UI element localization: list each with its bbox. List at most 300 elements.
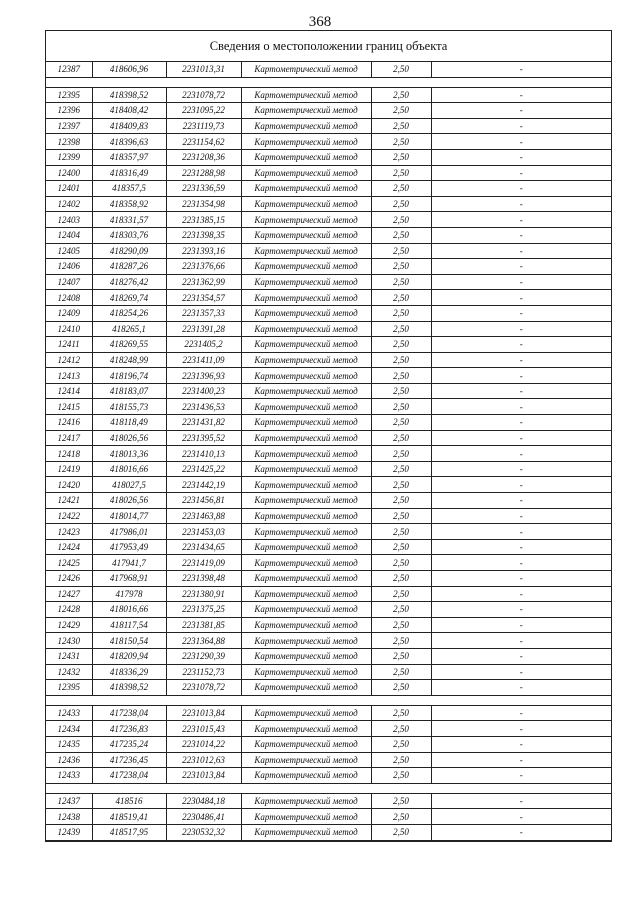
point-number-cell: 12432 [46,664,92,680]
point-number-cell: 12399 [46,149,92,165]
x-coordinate-cell: 418336,29 [92,664,166,680]
method-cell: Картометрический метод [241,461,371,477]
description-cell: - [431,824,611,840]
accuracy-cell: 2,50 [371,352,431,368]
accuracy-cell: 2,50 [371,196,431,212]
x-coordinate-cell: 418396,63 [92,134,166,150]
method-cell: Картометрический метод [241,617,371,633]
description-cell: - [431,539,611,555]
accuracy-cell: 2,50 [371,415,431,431]
method-cell: Картометрический метод [241,824,371,840]
y-coordinate-cell: 2231410,13 [166,446,241,462]
coordinates-table [46,62,611,841]
x-coordinate-cell: 418254,26 [92,305,166,321]
description-cell: - [431,118,611,134]
accuracy-cell: 2,50 [371,227,431,243]
table-row [46,461,611,477]
x-coordinate-cell: 418516 [92,793,166,809]
description-cell: - [431,633,611,649]
description-cell: - [431,493,611,509]
accuracy-cell: 2,50 [371,617,431,633]
method-cell: Картометрический метод [241,446,371,462]
block-separator-cell [46,783,611,793]
method-cell: Картометрический метод [241,430,371,446]
table-row [46,633,611,649]
x-coordinate-cell: 418276,42 [92,274,166,290]
x-coordinate-cell: 418026,56 [92,493,166,509]
accuracy-cell: 2,50 [371,736,431,752]
x-coordinate-cell: 418269,55 [92,337,166,353]
method-cell: Картометрический метод [241,305,371,321]
method-cell: Картометрический метод [241,87,371,103]
method-cell: Картометрический метод [241,721,371,737]
table-row [46,212,611,228]
point-number-cell: 12396 [46,103,92,119]
accuracy-cell: 2,50 [371,680,431,696]
accuracy-cell: 2,50 [371,383,431,399]
table-row [46,103,611,119]
table-row [46,571,611,587]
point-number-cell: 12403 [46,212,92,228]
y-coordinate-cell: 2231154,62 [166,134,241,150]
description-cell: - [431,602,611,618]
accuracy-cell: 2,50 [371,62,431,77]
x-coordinate-cell: 418331,57 [92,212,166,228]
y-coordinate-cell: 2230486,41 [166,809,241,825]
table-row [46,617,611,633]
method-cell: Картометрический метод [241,415,371,431]
accuracy-cell: 2,50 [371,768,431,784]
y-coordinate-cell: 2231381,85 [166,617,241,633]
table-row [46,508,611,524]
accuracy-cell: 2,50 [371,555,431,571]
description-cell: - [431,290,611,306]
x-coordinate-cell: 418209,94 [92,648,166,664]
accuracy-cell: 2,50 [371,274,431,290]
block-separator-cell [46,77,611,87]
y-coordinate-cell: 2231393,16 [166,243,241,259]
accuracy-cell: 2,50 [371,134,431,150]
accuracy-cell: 2,50 [371,430,431,446]
description-cell: - [431,103,611,119]
description-cell: - [431,793,611,809]
accuracy-cell: 2,50 [371,165,431,181]
x-coordinate-cell: 418303,76 [92,227,166,243]
coordinates-table-body [46,62,611,840]
point-number-cell: 12422 [46,508,92,524]
point-number-cell: 12438 [46,809,92,825]
method-cell: Картометрический метод [241,368,371,384]
x-coordinate-cell: 418150,54 [92,633,166,649]
y-coordinate-cell: 2231463,88 [166,508,241,524]
x-coordinate-cell: 418606,96 [92,62,166,77]
x-coordinate-cell: 418357,97 [92,149,166,165]
block-separator-cell [46,695,611,705]
point-number-cell: 12387 [46,62,92,77]
y-coordinate-cell: 2231431,82 [166,415,241,431]
accuracy-cell: 2,50 [371,539,431,555]
accuracy-cell: 2,50 [371,446,431,462]
y-coordinate-cell: 2231013,84 [166,705,241,721]
x-coordinate-cell: 418016,66 [92,602,166,618]
y-coordinate-cell: 2231419,09 [166,555,241,571]
method-cell: Картометрический метод [241,118,371,134]
accuracy-cell: 2,50 [371,602,431,618]
description-cell: - [431,736,611,752]
x-coordinate-cell: 418265,1 [92,321,166,337]
accuracy-cell: 2,50 [371,103,431,119]
table-row [46,321,611,337]
y-coordinate-cell: 2231078,72 [166,87,241,103]
point-number-cell: 12436 [46,752,92,768]
point-number-cell: 12407 [46,274,92,290]
accuracy-cell: 2,50 [371,259,431,275]
x-coordinate-cell: 418183,07 [92,383,166,399]
x-coordinate-cell: 418316,49 [92,165,166,181]
y-coordinate-cell: 2231288,98 [166,165,241,181]
description-cell: - [431,415,611,431]
point-number-cell: 12421 [46,493,92,509]
method-cell: Картометрический метод [241,648,371,664]
table-row [46,165,611,181]
description-cell: - [431,212,611,228]
point-number-cell: 12414 [46,383,92,399]
description-cell: - [431,259,611,275]
table-row [46,399,611,415]
y-coordinate-cell: 2231405,2 [166,337,241,353]
description-cell: - [431,134,611,150]
description-cell: - [431,586,611,602]
y-coordinate-cell: 2231208,36 [166,149,241,165]
x-coordinate-cell: 418014,77 [92,508,166,524]
description-cell: - [431,555,611,571]
y-coordinate-cell: 2231078,72 [166,680,241,696]
description-cell: - [431,368,611,384]
description-cell: - [431,165,611,181]
method-cell: Картометрический метод [241,259,371,275]
method-cell: Картометрический метод [241,571,371,587]
table-row [46,87,611,103]
method-cell: Картометрический метод [241,62,371,77]
point-number-cell: 12418 [46,446,92,462]
table-row [46,555,611,571]
accuracy-cell: 2,50 [371,664,431,680]
table-row [46,118,611,134]
block-separator-row [46,783,611,793]
accuracy-cell: 2,50 [371,824,431,840]
method-cell: Картометрический метод [241,477,371,493]
block-separator-row [46,695,611,705]
x-coordinate-cell: 417953,49 [92,539,166,555]
description-cell: - [431,508,611,524]
description-cell: - [431,617,611,633]
point-number-cell: 12410 [46,321,92,337]
boundary-table-sheet [45,30,612,842]
method-cell: Картометрический метод [241,493,371,509]
accuracy-cell: 2,50 [371,571,431,587]
method-cell: Картометрический метод [241,680,371,696]
point-number-cell: 12433 [46,768,92,784]
x-coordinate-cell: 418398,52 [92,87,166,103]
table-row [46,721,611,737]
y-coordinate-cell: 2231013,84 [166,768,241,784]
x-coordinate-cell: 418287,26 [92,259,166,275]
description-cell: - [431,571,611,587]
method-cell: Картометрический метод [241,274,371,290]
point-number-cell: 12409 [46,305,92,321]
description-cell: - [431,664,611,680]
point-number-cell: 12435 [46,736,92,752]
accuracy-cell: 2,50 [371,337,431,353]
block-separator-row [46,77,611,87]
description-cell: - [431,705,611,721]
point-number-cell: 12437 [46,793,92,809]
y-coordinate-cell: 2231396,93 [166,368,241,384]
point-number-cell: 12427 [46,586,92,602]
table-row [46,430,611,446]
method-cell: Картометрический метод [241,181,371,197]
table-row [46,752,611,768]
x-coordinate-cell: 418155,73 [92,399,166,415]
x-coordinate-cell: 417978 [92,586,166,602]
description-cell: - [431,768,611,784]
method-cell: Картометрический метод [241,664,371,680]
table-row [46,290,611,306]
table-row [46,368,611,384]
table-row [46,586,611,602]
y-coordinate-cell: 2231013,31 [166,62,241,77]
table-row [46,134,611,150]
table-row [46,383,611,399]
description-cell: - [431,648,611,664]
method-cell: Картометрический метод [241,337,371,353]
point-number-cell: 12424 [46,539,92,555]
y-coordinate-cell: 2231453,03 [166,524,241,540]
description-cell: - [431,477,611,493]
point-number-cell: 12433 [46,705,92,721]
method-cell: Картометрический метод [241,149,371,165]
point-number-cell: 12400 [46,165,92,181]
description-cell: - [431,809,611,825]
point-number-cell: 12398 [46,134,92,150]
accuracy-cell: 2,50 [371,793,431,809]
accuracy-cell: 2,50 [371,633,431,649]
x-coordinate-cell: 418519,41 [92,809,166,825]
point-number-cell: 12405 [46,243,92,259]
point-number-cell: 12417 [46,430,92,446]
point-number-cell: 12425 [46,555,92,571]
point-number-cell: 12395 [46,680,92,696]
method-cell: Картометрический метод [241,352,371,368]
description-cell: - [431,352,611,368]
description-cell: - [431,399,611,415]
table-row [46,493,611,509]
description-cell: - [431,149,611,165]
description-cell: - [431,337,611,353]
point-number-cell: 12420 [46,477,92,493]
accuracy-cell: 2,50 [371,705,431,721]
table-row [46,539,611,555]
method-cell: Картометрический метод [241,383,371,399]
table-row [46,680,611,696]
table-row [46,477,611,493]
table-row [46,524,611,540]
y-coordinate-cell: 2231362,99 [166,274,241,290]
y-coordinate-cell: 2231436,53 [166,399,241,415]
x-coordinate-cell: 418290,09 [92,243,166,259]
accuracy-cell: 2,50 [371,809,431,825]
accuracy-cell: 2,50 [371,87,431,103]
description-cell: - [431,446,611,462]
y-coordinate-cell: 2231375,25 [166,602,241,618]
table-row [46,446,611,462]
description-cell: - [431,430,611,446]
x-coordinate-cell: 418269,74 [92,290,166,306]
method-cell: Картометрический метод [241,196,371,212]
table-row [46,259,611,275]
x-coordinate-cell: 418118,49 [92,415,166,431]
point-number-cell: 12428 [46,602,92,618]
method-cell: Картометрический метод [241,602,371,618]
point-number-cell: 12419 [46,461,92,477]
y-coordinate-cell: 2231290,39 [166,648,241,664]
y-coordinate-cell: 2231391,28 [166,321,241,337]
table-title: Сведения о местоположении границ объекта [46,31,611,62]
accuracy-cell: 2,50 [371,243,431,259]
method-cell: Картометрический метод [241,633,371,649]
accuracy-cell: 2,50 [371,508,431,524]
x-coordinate-cell: 418027,5 [92,477,166,493]
method-cell: Картометрический метод [241,705,371,721]
table-row [46,352,611,368]
table-row [46,181,611,197]
y-coordinate-cell: 2231395,52 [166,430,241,446]
method-cell: Картометрический метод [241,736,371,752]
method-cell: Картометрический метод [241,793,371,809]
y-coordinate-cell: 2231012,63 [166,752,241,768]
point-number-cell: 12401 [46,181,92,197]
table-row [46,305,611,321]
x-coordinate-cell: 418409,83 [92,118,166,134]
x-coordinate-cell: 418517,95 [92,824,166,840]
description-cell: - [431,752,611,768]
table-row [46,824,611,840]
point-number-cell: 12413 [46,368,92,384]
y-coordinate-cell: 2230532,32 [166,824,241,840]
method-cell: Картометрический метод [241,586,371,602]
point-number-cell: 12411 [46,337,92,353]
table-row [46,768,611,784]
x-coordinate-cell: 417968,91 [92,571,166,587]
point-number-cell: 12412 [46,352,92,368]
y-coordinate-cell: 2231442,19 [166,477,241,493]
table-row [46,793,611,809]
x-coordinate-cell: 417235,24 [92,736,166,752]
method-cell: Картометрический метод [241,212,371,228]
table-row [46,648,611,664]
accuracy-cell: 2,50 [371,399,431,415]
table-row [46,337,611,353]
y-coordinate-cell: 2230484,18 [166,793,241,809]
accuracy-cell: 2,50 [371,493,431,509]
accuracy-cell: 2,50 [371,368,431,384]
point-number-cell: 12429 [46,617,92,633]
table-row [46,736,611,752]
description-cell: - [431,321,611,337]
point-number-cell: 12430 [46,633,92,649]
x-coordinate-cell: 418248,99 [92,352,166,368]
x-coordinate-cell: 417941,7 [92,555,166,571]
description-cell: - [431,461,611,477]
y-coordinate-cell: 2231095,22 [166,103,241,119]
x-coordinate-cell: 418398,52 [92,680,166,696]
accuracy-cell: 2,50 [371,305,431,321]
x-coordinate-cell: 418026,56 [92,430,166,446]
point-number-cell: 12426 [46,571,92,587]
description-cell: - [431,87,611,103]
x-coordinate-cell: 418408,42 [92,103,166,119]
point-number-cell: 12415 [46,399,92,415]
x-coordinate-cell: 417986,01 [92,524,166,540]
method-cell: Картометрический метод [241,227,371,243]
y-coordinate-cell: 2231357,33 [166,305,241,321]
accuracy-cell: 2,50 [371,721,431,737]
y-coordinate-cell: 2231380,91 [166,586,241,602]
description-cell: - [431,680,611,696]
y-coordinate-cell: 2231411,09 [166,352,241,368]
accuracy-cell: 2,50 [371,524,431,540]
point-number-cell: 12406 [46,259,92,275]
table-row [46,415,611,431]
x-coordinate-cell: 418196,74 [92,368,166,384]
y-coordinate-cell: 2231398,48 [166,571,241,587]
y-coordinate-cell: 2231398,35 [166,227,241,243]
point-number-cell: 12397 [46,118,92,134]
point-number-cell: 12402 [46,196,92,212]
method-cell: Картометрический метод [241,290,371,306]
method-cell: Картометрический метод [241,768,371,784]
point-number-cell: 12416 [46,415,92,431]
y-coordinate-cell: 2231456,81 [166,493,241,509]
method-cell: Картометрический метод [241,321,371,337]
y-coordinate-cell: 2231434,65 [166,539,241,555]
method-cell: Картометрический метод [241,165,371,181]
description-cell: - [431,196,611,212]
y-coordinate-cell: 2231015,43 [166,721,241,737]
method-cell: Картометрический метод [241,524,371,540]
point-number-cell: 12431 [46,648,92,664]
y-coordinate-cell: 2231425,22 [166,461,241,477]
method-cell: Картометрический метод [241,752,371,768]
method-cell: Картометрический метод [241,399,371,415]
accuracy-cell: 2,50 [371,461,431,477]
description-cell: - [431,243,611,259]
y-coordinate-cell: 2231336,59 [166,181,241,197]
x-coordinate-cell: 418358,92 [92,196,166,212]
x-coordinate-cell: 417236,83 [92,721,166,737]
table-row [46,196,611,212]
table-row [46,809,611,825]
table-row [46,705,611,721]
y-coordinate-cell: 2231376,66 [166,259,241,275]
method-cell: Картометрический метод [241,134,371,150]
description-cell: - [431,62,611,77]
accuracy-cell: 2,50 [371,321,431,337]
y-coordinate-cell: 2231354,57 [166,290,241,306]
description-cell: - [431,721,611,737]
table-row [46,274,611,290]
table-row [46,149,611,165]
